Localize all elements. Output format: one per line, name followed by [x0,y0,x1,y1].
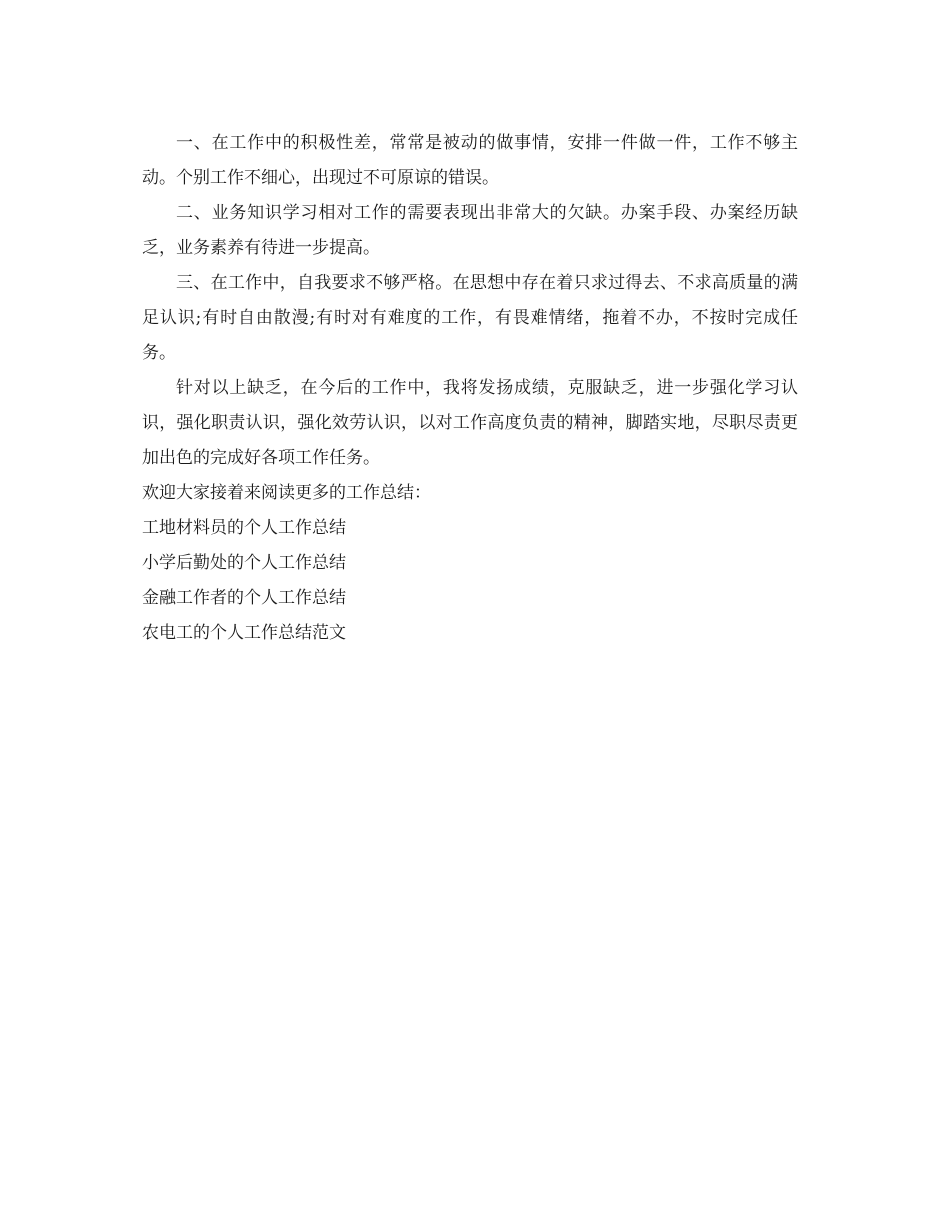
related-link-3[interactable]: 金融工作者的个人工作总结 [142,588,346,608]
document-body [142,126,798,651]
related-link-2[interactable]: 小学后勤处的个人工作总结 [142,553,346,573]
paragraph-4: 针对以上缺乏，在今后的工作中，我将发扬成绩，克服缺乏，进一步强化学习认识，强化职责认识，强化效劳认识，以对工作高度负责的精神，脚踏实地，尽职尽责更加出色的完成好各项工作任务。 [142,378,798,468]
paragraph-1: 一、在工作中的积极性差，常常是被动的做事情，安排一件做一件，工作不够主动。个别工作不细心，出现过不可原谅的错误。 [142,133,798,188]
related-link-1[interactable]: 工地材料员的个人工作总结 [142,518,346,538]
paragraph-2: 二、业务知识学习相对工作的需要表现出非常大的欠缺。办案手段、办案经历缺乏，业务素养有待进一步提高。 [142,203,798,258]
more-reading-label: 欢迎大家接着来阅读更多的工作总结： [142,483,431,503]
related-link-4[interactable]: 农电工的个人工作总结范文 [142,623,346,643]
paragraph-3: 三、在工作中，自我要求不够严格。在思想中存在着只求过得去、不求高质量的满足认识;有时自由散漫;有时对有难度的工作，有畏难情绪，拖着不办，不按时完成任务。 [142,273,798,363]
